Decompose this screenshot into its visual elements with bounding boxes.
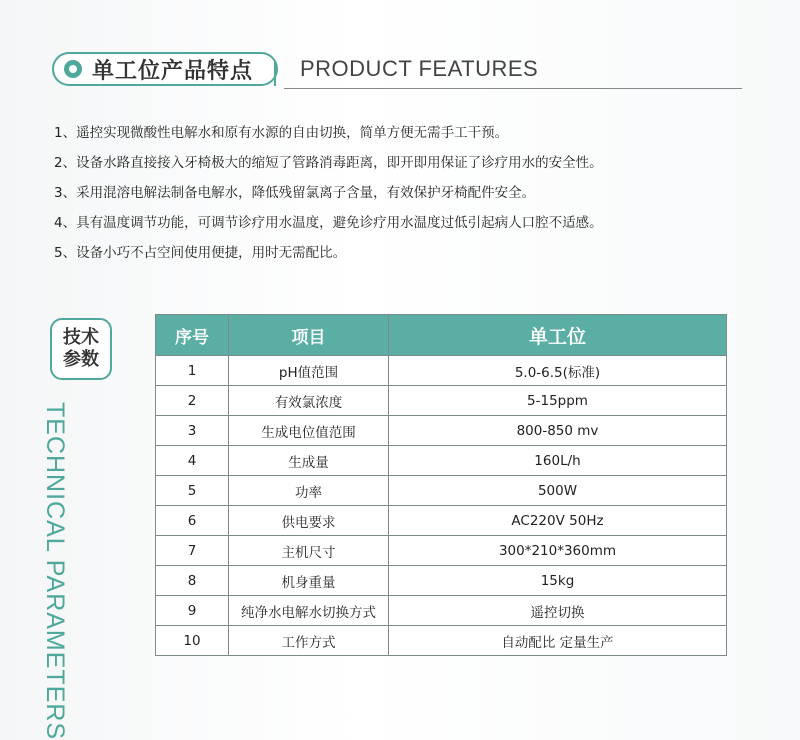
cell-value: 5.0-6.5(标准) (389, 356, 727, 386)
title-badge (52, 52, 278, 86)
cell-value: 300*210*360mm (389, 536, 727, 566)
table-row (156, 566, 727, 596)
header-single-station: 单工位 (389, 315, 727, 356)
cell-item: 纯净水电解水切换方式 (229, 596, 389, 626)
cell-index: 1 (156, 356, 229, 386)
params-table (155, 314, 727, 656)
cell-value: 遥控切换 (389, 596, 727, 626)
params-label-line2: 参数 (63, 349, 99, 370)
cell-index: 4 (156, 446, 229, 476)
params-badge (50, 318, 112, 380)
cell-value: 500W (389, 476, 727, 506)
cell-value: 15kg (389, 566, 727, 596)
feature-item: 3、采用混溶电解法制备电解水，降低残留氯离子含量，有效保护牙椅配件安全。 (54, 185, 536, 201)
cell-value: AC220V 50Hz (389, 506, 727, 536)
cell-item: 有效氯浓度 (229, 386, 389, 416)
title-underline (284, 88, 742, 89)
cell-index: 8 (156, 566, 229, 596)
cell-value: 自动配比 定量生产 (389, 626, 727, 656)
cell-index: 2 (156, 386, 229, 416)
table-row (156, 536, 727, 566)
section-header (52, 42, 742, 92)
feature-item: 5、设备小巧不占空间使用便捷，用时无需配比。 (54, 245, 347, 261)
cell-index: 3 (156, 416, 229, 446)
table-row (156, 626, 727, 656)
page-title: 单工位产品特点 (92, 58, 254, 84)
header-index: 序号 (156, 315, 229, 356)
cell-item: 机身重量 (229, 566, 389, 596)
cell-index: 5 (156, 476, 229, 506)
table-row (156, 446, 727, 476)
cell-index: 6 (156, 506, 229, 536)
cell-value: 800-850 mv (389, 416, 727, 446)
params-label-line1: 技术 (63, 327, 99, 348)
cell-item: 生成电位值范围 (229, 416, 389, 446)
feature-list (54, 118, 754, 268)
cell-item: 主机尺寸 (229, 536, 389, 566)
cell-item: 工作方式 (229, 626, 389, 656)
cell-item: 功率 (229, 476, 389, 506)
feature-item: 2、设备水路直接接入牙椅极大的缩短了管路消毒距离，即开即用保证了诊疗用水的安全性。 (54, 155, 603, 171)
title-divider (274, 62, 288, 86)
cell-item: 生成量 (229, 446, 389, 476)
header-item: 项目 (229, 315, 389, 356)
table-row (156, 596, 727, 626)
cell-index: 9 (156, 596, 229, 626)
cell-item: pH值范围 (229, 356, 389, 386)
table-row (156, 476, 727, 506)
cell-value: 5-15ppm (389, 386, 727, 416)
table-row (156, 416, 727, 446)
table-row (156, 506, 727, 536)
table-header-row (156, 315, 727, 356)
feature-item: 1、遥控实现微酸性电解水和原有水源的自由切换，简单方便无需手工干预。 (54, 125, 509, 141)
cell-index: 7 (156, 536, 229, 566)
table-row (156, 386, 727, 416)
cell-value: 160L/h (389, 446, 727, 476)
params-label-english: TECHNICAL PARAMETERS (41, 402, 69, 740)
page-title-english: PRODUCT FEATURES (300, 56, 539, 81)
params-english-vertical (40, 402, 100, 740)
cell-item: 供电要求 (229, 506, 389, 536)
circle-dot-icon (64, 60, 82, 78)
feature-item: 4、具有温度调节功能，可调节诊疗用水温度，避免诊疗用水温度过低引起病人口腔不适感。 (54, 215, 603, 231)
cell-index: 10 (156, 626, 229, 656)
table-row (156, 356, 727, 386)
